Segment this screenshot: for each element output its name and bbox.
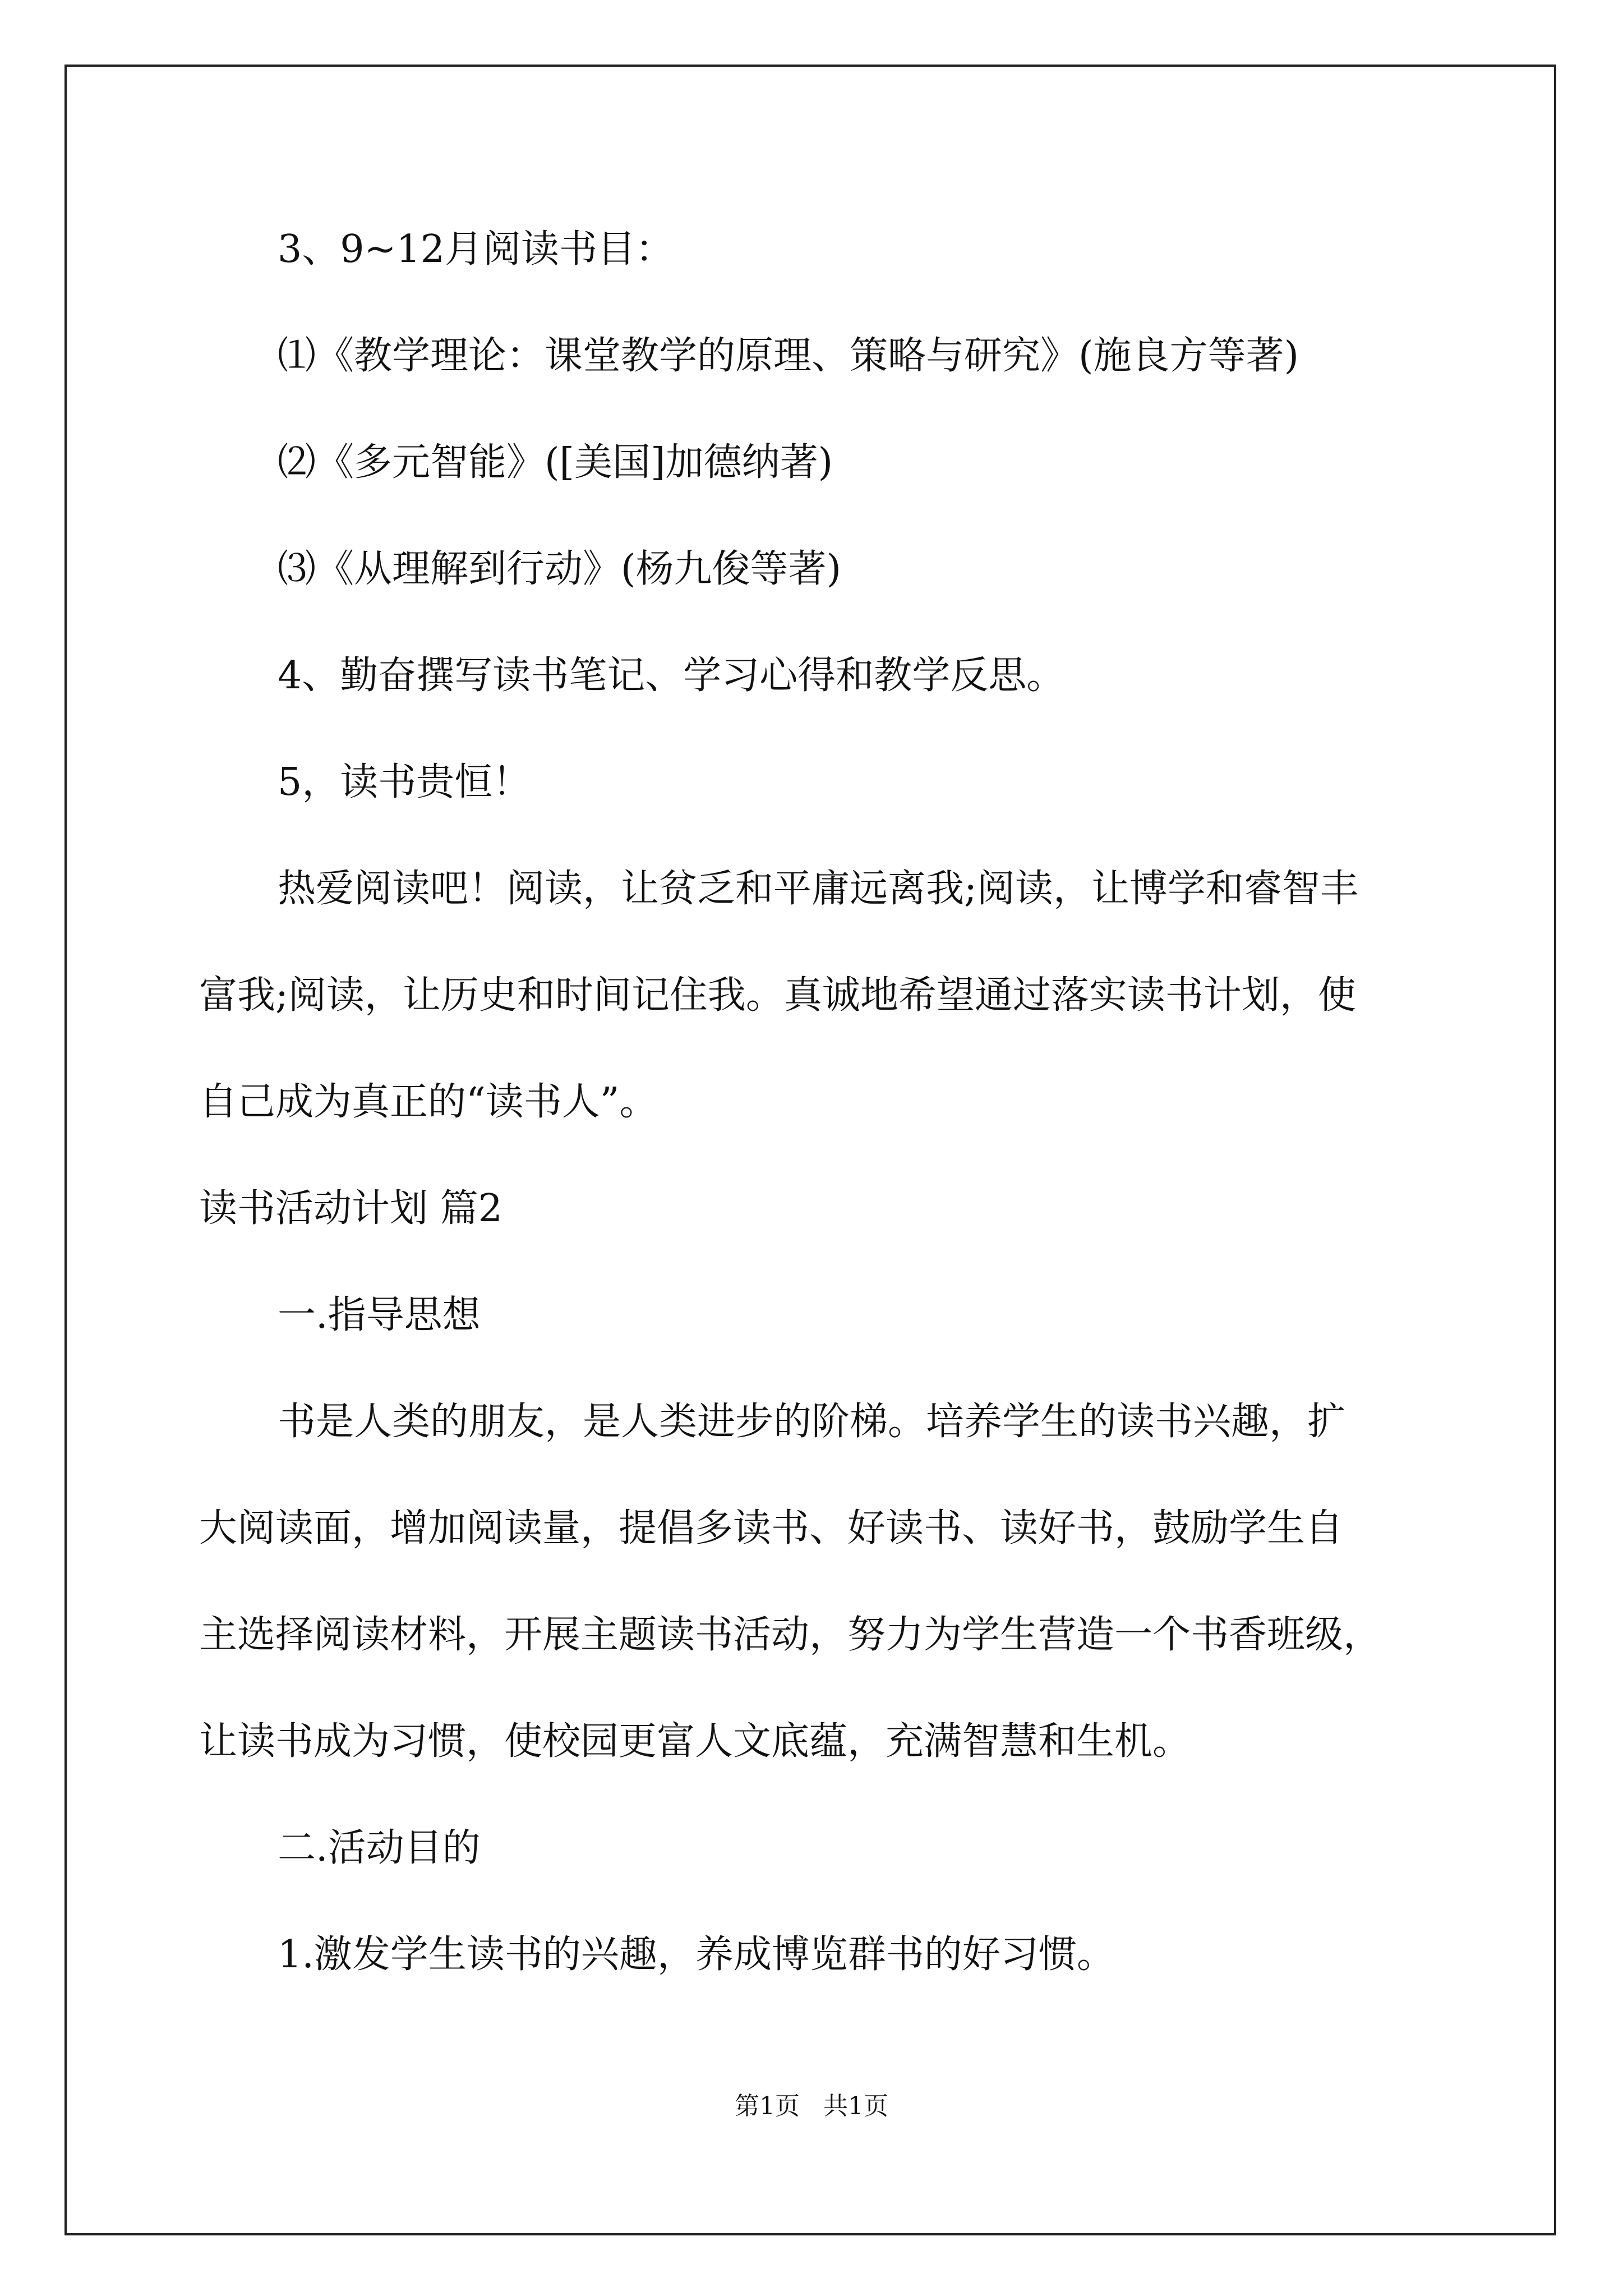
page-footer: 第1页 共1页 [735, 2092, 888, 2120]
list-item-book-2: ⑵《多元智能》([美国]加德纳著) [278, 440, 833, 485]
paragraph-line: 自己成为真正的“读书人”。 [199, 1080, 658, 1124]
paragraph-line: 富我;阅读，让历史和时间记住我。真诚地希望通过落实读书计划，使 [199, 973, 1356, 1018]
page-border [64, 65, 1556, 2235]
list-item-months: 3、9~12月阅读书目： [278, 227, 674, 272]
list-item-goal-1: 1.激发学生读书的兴趣，养成博览群书的好习惯。 [278, 1932, 1115, 1977]
paragraph-line: 主选择阅读材料，开展主题读书活动，努力为学生营造一个书香班级， [199, 1613, 1382, 1657]
subsection-heading: 二.活动目的 [278, 1826, 481, 1870]
paragraph-line: 大阅读面，增加阅读量，提倡多读书、好读书、读好书，鼓励学生自 [199, 1506, 1344, 1550]
paragraph-line: 书是人类的朋友，是人类进步的阶梯。培养学生的读书兴趣，扩 [278, 1400, 1346, 1444]
section-heading: 读书活动计划 篇2 [199, 1186, 502, 1231]
list-item-book-1: ⑴《教学理论：课堂教学的原理、策略与研究》(施良方等著) [278, 334, 1299, 378]
list-item-book-3: ⑶《从理解到行动》(杨九俊等著) [278, 547, 842, 591]
paragraph-line: 热爱阅读吧！阅读，让贫乏和平庸远离我;阅读，让博学和睿智丰 [278, 867, 1358, 911]
paragraph-line: 让读书成为习惯，使校园更富人文底蕴，充满智慧和生机。 [199, 1719, 1191, 1764]
list-item-notes: 4、勤奋撰写读书笔记、学习心得和教学反思。 [278, 654, 1065, 698]
list-item-persistence: 5，读书贵恒！ [278, 760, 531, 804]
subsection-heading: 一.指导思想 [278, 1293, 481, 1337]
